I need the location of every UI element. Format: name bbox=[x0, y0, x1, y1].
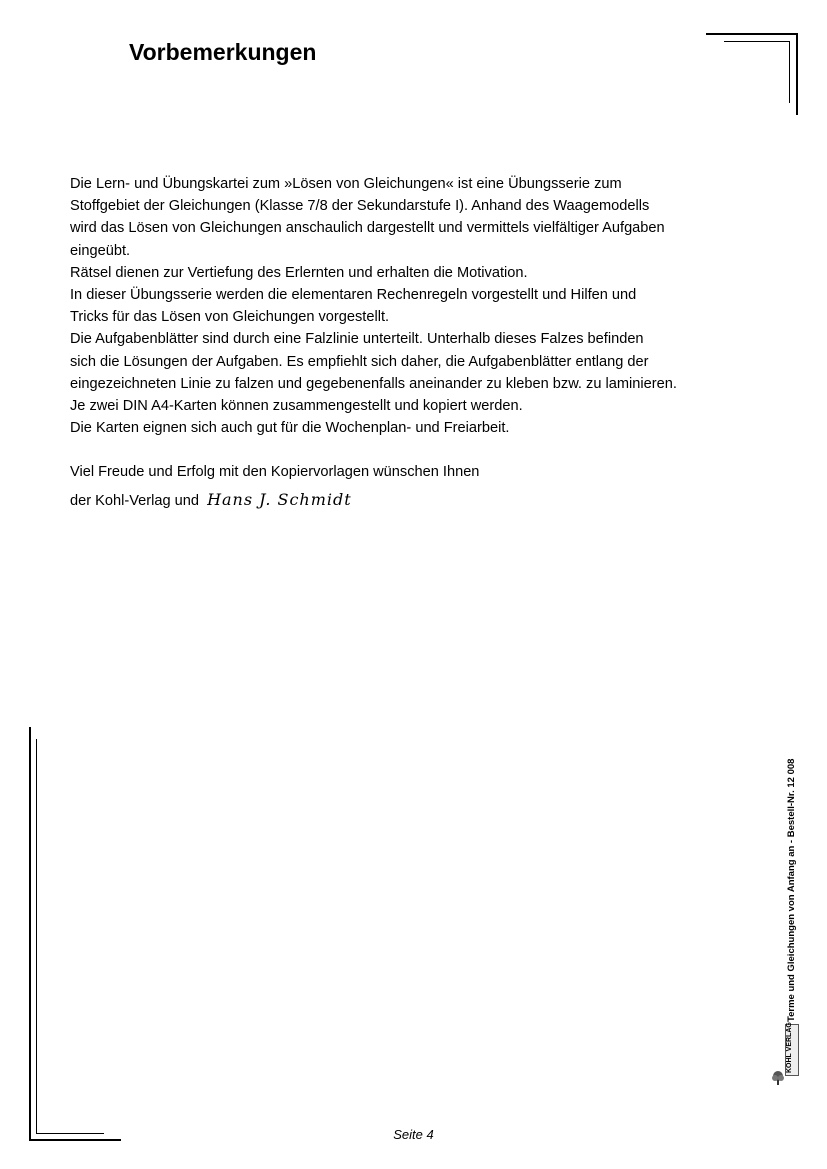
paragraph-line: eingeübt. bbox=[70, 242, 131, 259]
signature-line bbox=[70, 490, 352, 509]
paragraph-line: sich die Lösungen der Aufgaben. Es empfiehlt sich daher, die Aufgabenblätter entlang der bbox=[70, 353, 649, 370]
sign-prefix: der Kohl-Verlag und bbox=[70, 493, 199, 509]
corner-frame-line bbox=[706, 33, 797, 35]
corner-frame-line bbox=[796, 33, 798, 115]
closing-greeting bbox=[70, 461, 479, 483]
logo-text: KOHL VERLAG bbox=[786, 1022, 793, 1073]
corner-frame-line bbox=[29, 727, 31, 1140]
corner-frame-line bbox=[36, 739, 37, 1133]
paragraph-line: Rätsel dienen zur Vertiefung des Erlernten und erhalten die Motivation. bbox=[70, 264, 528, 281]
page-title: Vorbemerkungen bbox=[129, 39, 317, 65]
side-order-label: Terme und Gleichungen von Anfang an - Bestell-Nr. 12 008 bbox=[786, 758, 797, 1022]
paragraph-line: Je zwei DIN A4-Karten können zusammengestellt und kopiert werden. bbox=[70, 398, 523, 415]
paragraph-line: Die Karten eignen sich auch gut für die Wochenplan- und Freiarbeit. bbox=[70, 420, 510, 437]
paragraph-line: Tricks für das Lösen von Gleichungen vorgestellt. bbox=[70, 309, 390, 326]
paragraph-line: wird das Lösen von Gleichungen anschaulich dargestellt und vermittels vielfältiger Aufgaben bbox=[70, 220, 665, 237]
paragraph-line: Die Lern- und Übungskartei zum »Lösen von Gleichungen« ist eine Übungsserie zum bbox=[70, 176, 622, 192]
publisher-logo bbox=[785, 1024, 799, 1076]
paragraph-line: Die Aufgabenblätter sind durch eine Falzlinie unterteilt. Unterhalb dieses Falzes befinden bbox=[70, 331, 644, 348]
page-number: Seite 4 bbox=[393, 1127, 434, 1142]
author-signature: Hans J. Schmidt bbox=[207, 490, 352, 509]
closing-line: Viel Freude und Erfolg mit den Kopiervorlagen wünschen Ihnen bbox=[70, 464, 480, 480]
corner-frame-line bbox=[724, 41, 790, 42]
paragraph-line: eingezeichneten Linie zu falzen und gegebenenfalls aneinander zu kleben bzw. zu laminieren. bbox=[70, 375, 677, 392]
tree-logo-icon bbox=[771, 1070, 785, 1086]
paragraph-line: In dieser Übungsserie werden die elementaren Rechenregeln vorgestellt und Hilfen und bbox=[70, 287, 637, 304]
intro-paragraph bbox=[70, 173, 770, 439]
corner-frame-line bbox=[789, 41, 790, 103]
paragraph-line: Stoffgebiet der Gleichungen (Klasse 7/8 der Sekundarstufe I). Anhand des Waagemodells bbox=[70, 198, 650, 215]
